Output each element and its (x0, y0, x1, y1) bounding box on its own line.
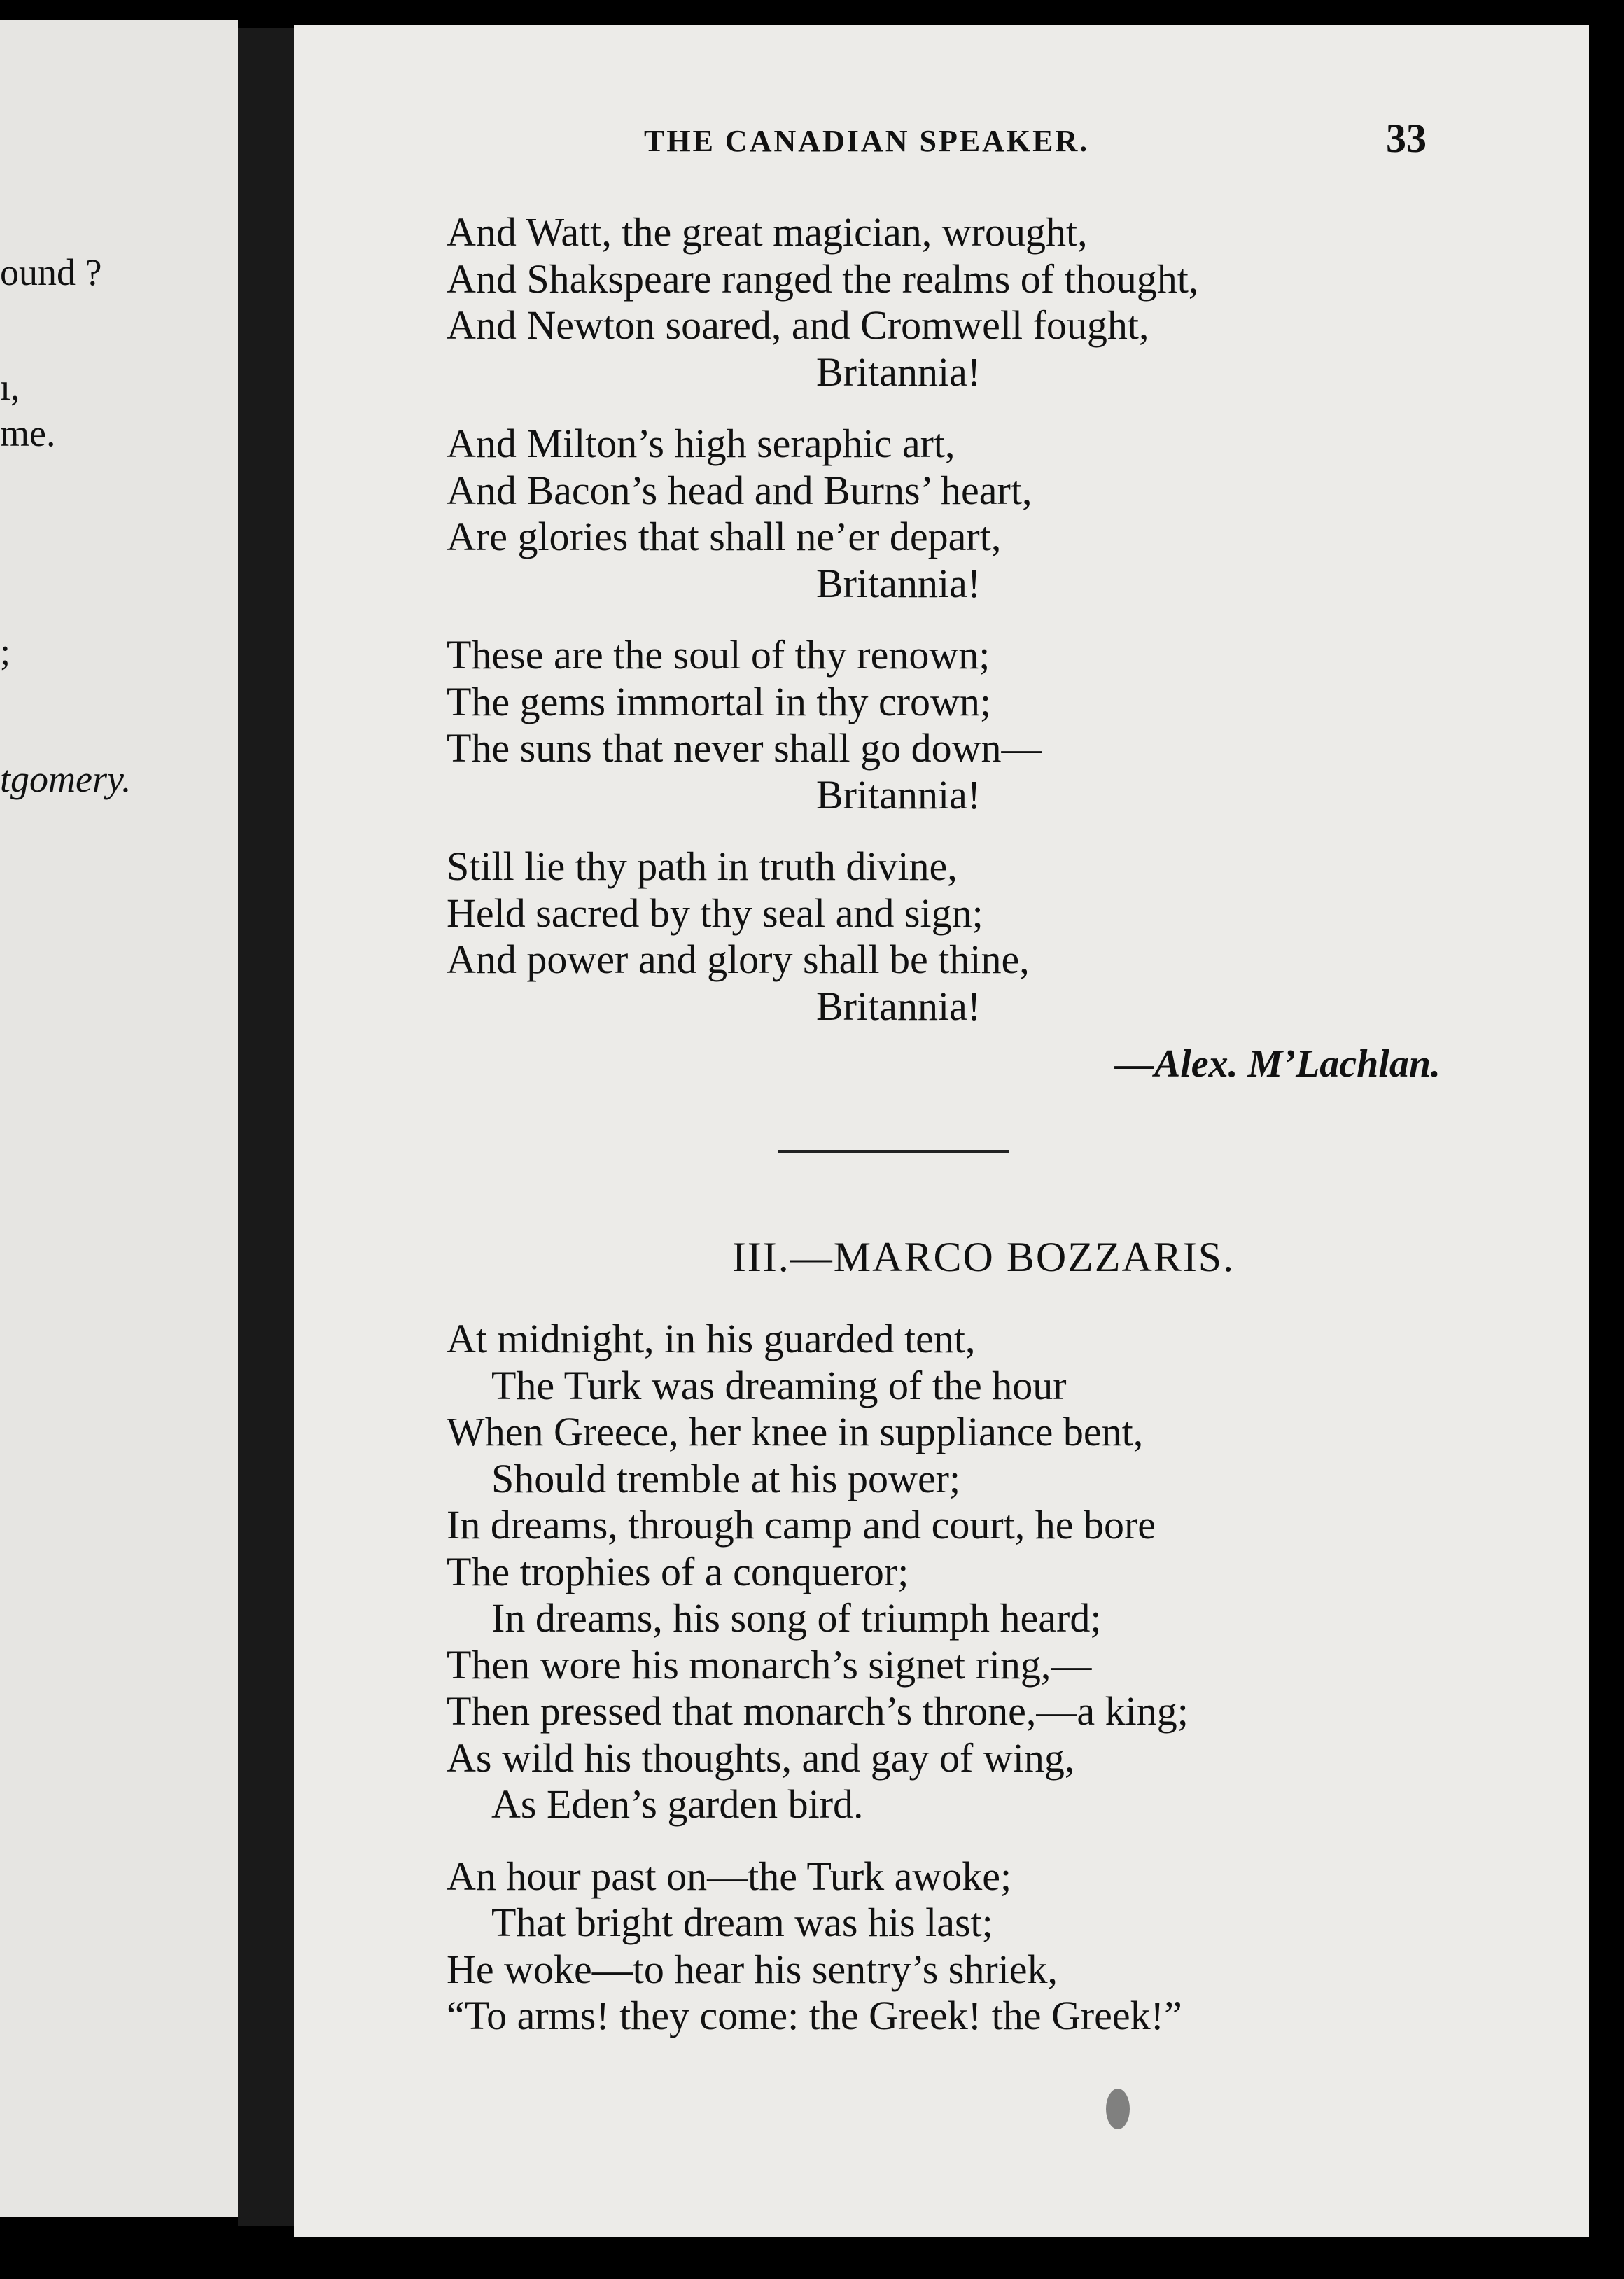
verse-line: The suns that never shall go down— (447, 725, 1042, 771)
section-title: III.—MARCO BOZZARIS. (732, 1234, 1236, 1280)
verse-line: When Greece, her knee in suppliance bent, (447, 1409, 1144, 1454)
left-fragment-5: tgomery. (0, 758, 132, 800)
verse-line: Are glories that shall ne’er depart, (447, 514, 1002, 559)
left-fragment-2: ı, (0, 366, 20, 408)
right-page (294, 25, 1589, 2237)
verse-line: Still lie thy path in truth divine, (447, 843, 958, 889)
refrain-line: Britannia! (816, 349, 981, 395)
left-fragment-3: me. (0, 412, 56, 454)
verse-line: And Watt, the great magician, wrought, (447, 209, 1088, 255)
verse-line: Should tremble at his power; (491, 1455, 961, 1501)
verse-line: As wild his thoughts, and gay of wing, (447, 1734, 1075, 1781)
verse-line: As Eden’s garden bird. (491, 1781, 864, 1827)
stanza (447, 632, 1567, 818)
verse-line: And power and glory shall be thine, (447, 937, 1030, 982)
verse-line: The trophies of a conqueror; (447, 1548, 909, 1594)
verse-line: And Shakspeare ranged the realms of thought, (447, 255, 1199, 302)
verse-line: The Turk was dreaming of the hour (491, 1362, 1067, 1408)
refrain-line: Britannia! (816, 560, 981, 606)
running-head: THE CANADIAN SPEAKER. (644, 124, 1090, 158)
stanza (447, 209, 1567, 395)
verse-line: An hour past on—the Turk awoke; (447, 1853, 1012, 1899)
left-fragment-4: ; (0, 631, 11, 673)
verse-line: The gems immortal in thy crown; (447, 678, 992, 724)
verse-line: That bright dream was his last; (491, 1900, 993, 1945)
verse-line: In dreams, his song of triumph heard; (491, 1595, 1102, 1641)
left-page-fragment (0, 20, 238, 2217)
page-number: 33 (1386, 115, 1427, 161)
attribution: —Alex. M’Lachlan. (1114, 1042, 1441, 1086)
verse-line: Then wore his monarch’s signet ring,— (447, 1641, 1092, 1688)
refrain-line: Britannia! (816, 771, 981, 818)
ink-blot (1106, 2089, 1130, 2129)
verse-line: Then pressed that monarch’s throne,—a king; (447, 1688, 1189, 1734)
verse-line: At midnight, in his guarded tent, (447, 1316, 976, 1361)
verse-line: And Newton soared, and Cromwell fought, (447, 302, 1149, 348)
verse-line: He woke—to hear his sentry’s shriek, (447, 1946, 1058, 1992)
poem-marco-bozzaris (447, 1316, 1567, 2065)
verse-line: And Bacon’s head and Burns’ heart, (447, 467, 1032, 513)
verse-line: In dreams, through camp and court, he bore (447, 1502, 1156, 1548)
left-fragment-1: ound ? (0, 251, 102, 293)
poem-britannia (447, 209, 1567, 1055)
section-divider (778, 1150, 1009, 1153)
verse-line: And Milton’s high seraphic art, (447, 421, 955, 466)
stanza (447, 1853, 1567, 2040)
verse-line: These are the soul of thy renown; (447, 632, 990, 678)
verse-line: Held sacred by thy seal and sign; (447, 890, 983, 936)
stanza (447, 421, 1567, 607)
stanza (447, 843, 1567, 1030)
book-gutter (238, 28, 294, 2226)
verse-line: “To arms! they come: the Greek! the Greek!” (447, 1993, 1182, 2038)
stanza (447, 1316, 1567, 1828)
refrain-line: Britannia! (816, 983, 981, 1029)
